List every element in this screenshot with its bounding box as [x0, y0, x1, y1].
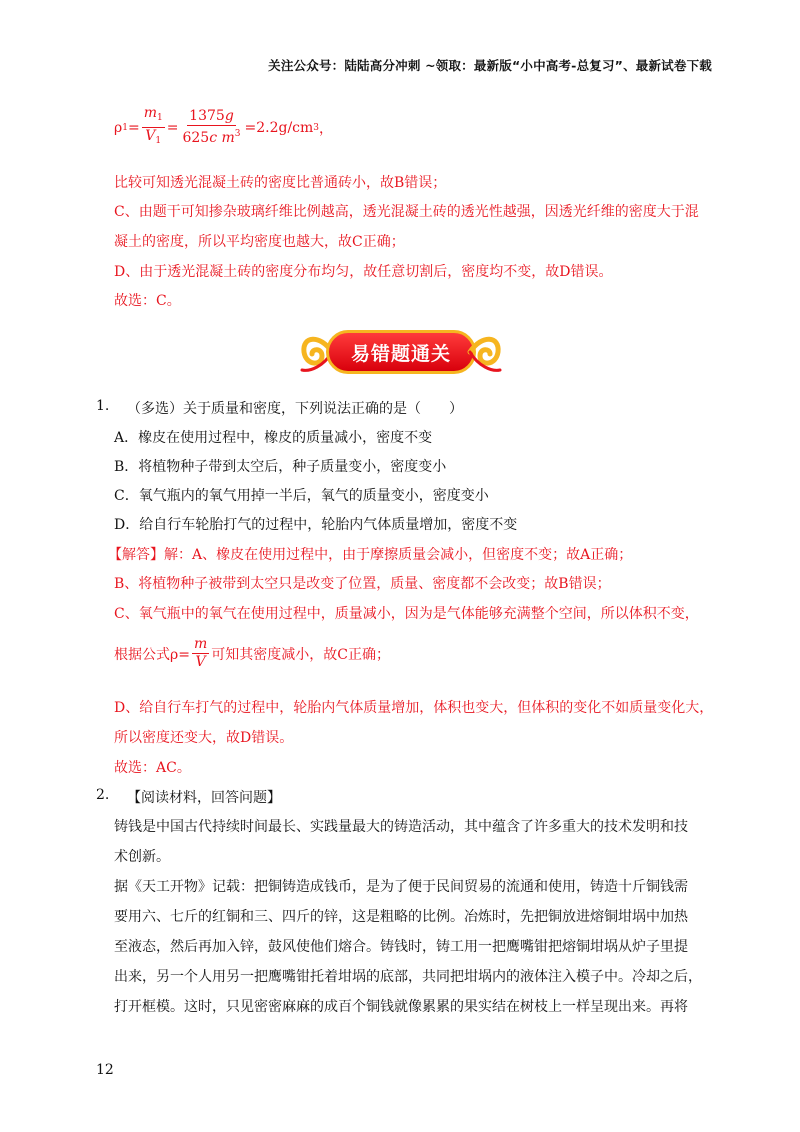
mass-symbol-2: m — [193, 636, 208, 652]
fraction-values — [180, 108, 242, 147]
text-line: 凝土的密度，所以平均密度也越大，故C正确； — [114, 234, 405, 250]
option-b: B．将植物种子带到太空后，种子质量变小，密度变小 — [114, 459, 447, 475]
formula-prefix: 根据公式ρ= — [114, 646, 190, 663]
banner-title: 易错题通关 — [350, 342, 451, 365]
volume-unit: c m — [209, 130, 235, 146]
answer-line: B、将植物种子被带到太空只是改变了位置，质量、密度都不会改变；故B错误； — [114, 576, 611, 592]
passage-line: 至液态，然后再加入锌，鼓风使他们熔合。铸钱时，铸工用一把鹰嘴钳把熔铜坩埚从炉子里提 — [114, 939, 688, 955]
mass-symbol: m — [143, 105, 157, 121]
volume-value: 625 — [182, 130, 210, 146]
answer-line: D、给自行车打气的过程中，轮胎内气体质量增加，体积也变大，但体积的变化不如质量变化大， — [114, 700, 714, 716]
equals-sign: = — [127, 119, 140, 136]
question-number: 2. — [96, 787, 110, 803]
answer-line — [108, 544, 632, 564]
volume-symbol-2: V — [195, 654, 206, 670]
text-line: 比较可知透光混凝土砖的密度比普通砖小，故B错误； — [114, 175, 447, 191]
passage-line: 术创新。 — [114, 849, 170, 865]
density-result-exponent: 3 — [313, 122, 320, 133]
answer-line: C、氧气瓶中的氧气在使用过程中，质量减小，因为是气体能够充满整个空间，所以体积不变， — [114, 606, 699, 622]
text-line: D、由于透光混凝土砖的密度分布均匀，故任意切割后，密度均不变，故D错误。 — [114, 264, 613, 280]
question-stem: （多选）关于质量和密度，下列说法正确的是（ ） — [127, 401, 463, 417]
density-formula-2 — [114, 636, 390, 671]
density-formula-1 — [114, 105, 333, 150]
text-line: 故选：C。 — [114, 293, 181, 309]
option-c: C．氧气瓶内的氧气用掉一半后，氧气的质量变小，密度变小 — [114, 488, 489, 504]
question-number: 1. — [96, 398, 110, 414]
banner-pill — [326, 330, 476, 374]
page-header: 关注公众号：陆陆高分冲刺 ~领取：最新版“小中高考-总复习”、最新试卷下载 — [268, 58, 712, 73]
volume-symbol: V — [145, 128, 156, 144]
volume-unit-exponent: 3 — [234, 129, 241, 139]
ornament-right-icon — [466, 326, 506, 378]
answer-text: 解：A、橡皮在使用过程中，由于摩擦质量会减小，但密度不变；故A正确； — [164, 547, 633, 563]
volume-subscript: 1 — [155, 136, 162, 146]
fraction-m-over-v — [142, 105, 165, 150]
text-line: C、由题干可知掺杂玻璃纤维比例越高，透光混凝土砖的透光性越强，因透光纤维的密度大于混 — [114, 204, 699, 220]
option-d: D．给自行车轮胎打气的过程中，轮胎内气体质量增加，密度不变 — [114, 517, 518, 533]
section-banner — [296, 322, 506, 384]
fraction-m-over-v-2 — [192, 636, 209, 671]
passage-line: 据《天工开物》记载：把铜铸造成钱币，是为了便于民间贸易的流通和使用，铸造十斤铜钱需 — [114, 879, 688, 895]
rho-subscript: 1 — [122, 122, 128, 133]
density-result: =2.2g/cm — [244, 119, 314, 136]
passage-line: 打开框模。这时，只见密密麻麻的成百个铜钱就像累累的果实结在树枝上一样呈现出来。再将 — [114, 999, 688, 1015]
density-result-tail: ， — [319, 120, 334, 137]
mass-value: 1375 — [189, 108, 225, 124]
mass-subscript: 1 — [156, 113, 163, 123]
answer-line: 故选：AC。 — [114, 760, 191, 776]
passage-line: 铸钱是中国古代持续时间最长、实践量最大的铸造活动，其中蕴含了许多重大的技术发明和技 — [114, 819, 688, 835]
answer-line: 所以密度还变大，故D错误。 — [114, 730, 294, 746]
option-a: A．橡皮在使用过程中，橡皮的质量减小，密度不变 — [114, 430, 433, 446]
equals-sign-2: = — [166, 119, 179, 136]
question-title: 【阅读材料，回答问题】 — [127, 790, 281, 806]
passage-line: 要用六、七斤的红铜和三、四斤的锌，这是粗略的比例。冶炼时，先把铜放进熔铜坩埚中加热 — [114, 909, 688, 925]
passage-line: 出来，另一个人用另一把鹰嘴钳托着坩埚的底部，共同把坩埚内的液体注入模子中。冷却之后， — [114, 969, 702, 985]
formula-suffix: 可知其密度减小，故C正确； — [211, 646, 390, 663]
rho-symbol: ρ — [114, 119, 123, 136]
mass-unit: g — [224, 108, 234, 124]
answer-tag: 【解答】 — [108, 547, 164, 563]
page-number: 12 — [96, 1062, 114, 1078]
